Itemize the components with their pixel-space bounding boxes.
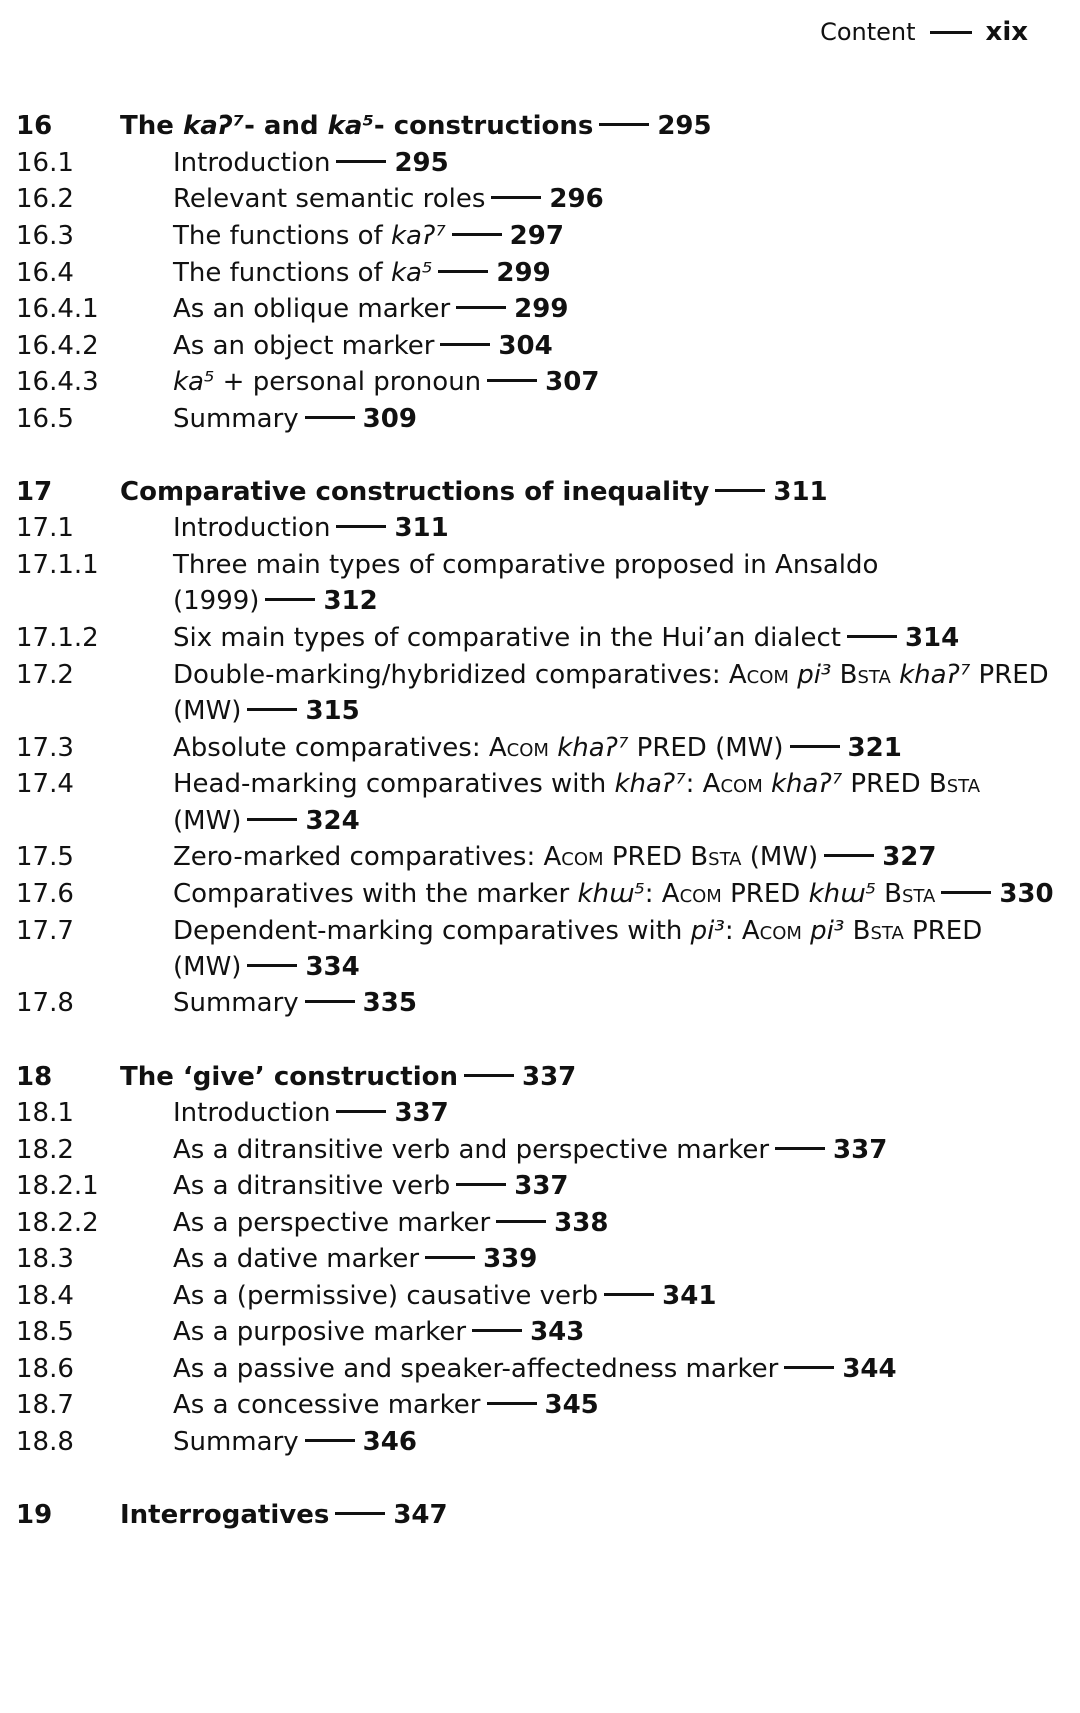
toc-title-italic-segment: khaʔ⁷	[557, 733, 629, 763]
toc-title-segment: STA	[857, 667, 891, 688]
toc-title-italic-segment: ⁵	[362, 111, 374, 141]
toc-entry-number: 17	[16, 477, 53, 507]
toc-title-segment: The functions of	[173, 221, 391, 251]
toc-title-segment: COM	[759, 923, 802, 944]
toc-entry-page: 312	[323, 586, 378, 616]
toc-entry-number: 18.2.2	[16, 1208, 99, 1238]
toc-entry-number: 17.4	[16, 769, 74, 799]
toc-title-segment: COM	[720, 776, 763, 797]
toc-entry-page: 309	[362, 404, 417, 434]
toc-entry-page: 341	[662, 1281, 717, 1311]
toc-entry-page: 311	[773, 477, 828, 507]
toc-entry-number: 17.5	[16, 842, 74, 872]
toc-title-segment	[891, 660, 899, 690]
toc-title-segment: B	[831, 660, 858, 690]
header-dash	[930, 31, 972, 34]
running-header-page-number: xix	[985, 17, 1028, 47]
toc-entry-page: 337	[522, 1062, 577, 1092]
toc-title-segment: STA	[870, 923, 904, 944]
toc-entry-page: 327	[882, 842, 937, 872]
toc-entry-page: 334	[305, 952, 360, 982]
toc-entry-page: 307	[545, 367, 600, 397]
toc-entry-page: 299	[496, 258, 551, 288]
toc-title-italic-segment: ka	[182, 111, 218, 141]
toc-title-segment: : A	[685, 769, 721, 799]
toc-entry-title	[173, 399, 417, 439]
toc-title-segment: Absolute comparatives: A	[173, 733, 507, 763]
toc-title-italic-segment: khɯ⁵	[808, 879, 876, 909]
toc-entry-page: 339	[483, 1244, 538, 1274]
toc-entry-number: 17.3	[16, 733, 74, 763]
toc-title-italic-segment: ʔ⁷	[217, 111, 245, 141]
toc-entry-page: 304	[498, 331, 553, 361]
toc-title-segment: Dependent-marking comparatives with	[173, 916, 691, 946]
toc-entry-number: 18	[16, 1062, 53, 1092]
toc-entry-number: 17.1.1	[16, 550, 99, 580]
toc-entry-title	[173, 143, 449, 183]
toc-entry-number: 16.4	[16, 258, 74, 288]
toc-entry-title	[173, 1130, 887, 1170]
toc-title-segment: (MW)	[173, 952, 242, 982]
toc-entry-number: 16.4.2	[16, 331, 99, 361]
toc-entry-title	[173, 1385, 599, 1425]
toc-entry-page: 337	[514, 1171, 569, 1201]
leader-dash	[491, 196, 541, 199]
toc-title-segment: : A	[644, 879, 680, 909]
toc-title-segment: As a ditransitive verb	[173, 1171, 451, 1201]
toc-entry-number: 18.6	[16, 1354, 74, 1384]
leader-dash	[604, 1293, 654, 1296]
leader-dash	[440, 343, 490, 346]
toc-entry-page: 343	[530, 1317, 585, 1347]
toc-title-italic-segment: ka	[327, 111, 363, 141]
toc-entry-title	[173, 216, 564, 256]
toc-entry-page: 337	[394, 1098, 449, 1128]
leader-dash	[847, 635, 897, 638]
toc-entry-page: 295	[394, 148, 449, 178]
toc-entry-page: 344	[842, 1354, 897, 1384]
toc-entry-number: 16.1	[16, 148, 74, 178]
toc-title-segment: : A	[724, 916, 760, 946]
running-header-title: Content	[820, 18, 916, 46]
toc-title-segment: Relevant semantic roles	[173, 184, 486, 214]
toc-entry-number: 17.2	[16, 660, 74, 690]
toc-entry-title	[173, 326, 553, 366]
toc-title-segment: PRED	[970, 660, 1049, 690]
toc-title-italic-segment: kaʔ⁷	[390, 221, 446, 251]
leader-dash	[305, 1000, 355, 1003]
toc-title-segment: Comparative constructions of inequality	[120, 477, 710, 507]
toc-title-segment: STA	[901, 886, 936, 907]
toc-entry-page: 338	[554, 1208, 609, 1238]
leader-dash	[775, 1147, 825, 1150]
toc-entry-number: 16.2	[16, 184, 74, 214]
toc-entry-number: 16	[16, 111, 53, 141]
toc-title-segment: - constructions	[373, 111, 594, 141]
leader-dash	[487, 1402, 537, 1405]
toc-entry-number: 18.7	[16, 1390, 74, 1420]
toc-entry-page: 324	[305, 806, 360, 836]
toc-title-segment: Six main types of comparative in the Hui’an dialect	[173, 623, 841, 653]
toc-title-segment: As a perspective marker	[173, 1208, 491, 1238]
leader-dash	[790, 745, 840, 748]
toc-title-segment: STA	[946, 776, 981, 797]
toc-title-italic-segment: khaʔ⁷	[614, 769, 686, 799]
leader-dash	[784, 1366, 834, 1369]
toc-title-segment	[802, 916, 810, 946]
leader-dash	[335, 1512, 385, 1515]
toc-entry-page: 296	[549, 184, 604, 214]
toc-title-segment: The	[120, 111, 183, 141]
leader-dash	[464, 1074, 514, 1077]
toc-entry-number: 18.8	[16, 1427, 74, 1457]
leader-dash	[265, 598, 315, 601]
toc-title-segment: As an oblique marker	[173, 294, 451, 324]
toc-title-segment: (MW)	[173, 806, 242, 836]
toc-entry-number: 17.6	[16, 879, 74, 909]
toc-entry-title	[173, 801, 360, 841]
toc-title-segment: PRED	[721, 879, 809, 909]
toc-entry-number: 18.2	[16, 1135, 74, 1165]
toc-entry-page: 295	[657, 111, 712, 141]
toc-entry-title	[173, 691, 360, 731]
toc-entry-page: 337	[833, 1135, 888, 1165]
toc-title-segment: Three main types of comparative proposed in Ansaldo	[173, 550, 879, 580]
toc-title-segment: As a concessive marker	[173, 1390, 481, 1420]
toc-title-italic-segment: khaʔ⁷	[899, 660, 971, 690]
toc-title-italic-segment: pi³	[797, 660, 832, 690]
leader-dash	[336, 160, 386, 163]
toc-title-segment: As a dative marker	[173, 1244, 420, 1274]
toc-title-segment	[789, 660, 797, 690]
toc-title-segment	[549, 733, 557, 763]
leader-dash	[487, 379, 537, 382]
toc-entry-number: 18.2.1	[16, 1171, 99, 1201]
leader-dash	[247, 964, 297, 967]
toc-entry-number: 16.5	[16, 404, 74, 434]
leader-dash	[715, 489, 765, 492]
toc-title-segment: Introduction	[173, 148, 331, 178]
running-header	[820, 14, 1028, 50]
toc-entry-title	[173, 1166, 569, 1206]
toc-entry-page: 321	[847, 733, 902, 763]
leader-dash	[496, 1220, 546, 1223]
toc-entry-title	[173, 253, 551, 293]
toc-title-segment: STA	[708, 849, 742, 870]
toc-title-segment: (1999)	[173, 586, 260, 616]
toc-title-italic-segment: pi³	[810, 916, 845, 946]
toc-title-segment: PRED	[903, 916, 983, 946]
leader-dash	[247, 708, 297, 711]
toc-entry-title	[173, 1276, 716, 1316]
leader-dash	[305, 1439, 355, 1442]
toc-entry-number: 18.1	[16, 1098, 74, 1128]
toc-entry-title	[173, 508, 449, 548]
toc-title-segment: PRED (MW)	[628, 733, 784, 763]
toc-title-segment: Interrogatives	[120, 1500, 330, 1530]
leader-dash	[599, 123, 649, 126]
toc-entry-number: 18.4	[16, 1281, 74, 1311]
toc-title-segment: Summary	[173, 988, 299, 1018]
toc-title-segment: Double-marking/hybridized comparatives: A	[173, 660, 747, 690]
toc-title-segment: PRED B	[842, 769, 947, 799]
toc-entry-title	[173, 1093, 449, 1133]
toc-title-segment: COM	[561, 849, 604, 870]
toc-entry-page: 297	[509, 221, 564, 251]
toc-entry-title	[173, 1239, 537, 1279]
toc-title-segment: (MW)	[741, 842, 819, 872]
leader-dash	[941, 891, 991, 894]
toc-entry-page: 311	[394, 513, 449, 543]
toc-title-segment: + personal pronoun	[214, 367, 482, 397]
leader-dash	[336, 1110, 386, 1113]
toc-title-segment: As an object marker	[173, 331, 435, 361]
toc-entry-title	[120, 1057, 576, 1097]
toc-title-segment: As a (permissive) causative verb	[173, 1281, 599, 1311]
toc-entry-title	[173, 1349, 897, 1389]
toc-title-segment: COM	[746, 667, 789, 688]
toc-entry-title	[173, 545, 878, 585]
toc-entry-page: 347	[393, 1500, 448, 1530]
toc-title-segment: B	[844, 916, 871, 946]
leader-dash	[305, 416, 355, 419]
toc-entry-number: 17.8	[16, 988, 74, 1018]
toc-entry-page: 299	[514, 294, 569, 324]
toc-title-segment: - and	[244, 111, 328, 141]
toc-entry-number: 19	[16, 1500, 53, 1530]
toc-title-italic-segment: pi³	[690, 916, 725, 946]
toc-title-segment	[763, 769, 771, 799]
leader-dash	[456, 306, 506, 309]
toc-title-segment: PRED B	[603, 842, 709, 872]
toc-title-italic-segment: khaʔ⁷	[771, 769, 843, 799]
toc-title-segment: Head-marking comparatives with	[173, 769, 615, 799]
toc-entry-number: 18.5	[16, 1317, 74, 1347]
leader-dash	[824, 854, 874, 857]
toc-entry-title	[173, 581, 378, 621]
toc-title-segment: COM	[506, 740, 549, 761]
toc-entry-title	[173, 1312, 584, 1352]
toc-title-segment: Summary	[173, 1427, 299, 1457]
toc-title-italic-segment: khɯ⁵	[577, 879, 645, 909]
toc-entry-title	[173, 289, 568, 329]
toc-entry-title	[173, 947, 360, 987]
toc-entry-page: 314	[904, 623, 960, 653]
toc-title-segment: As a ditransitive verb and perspective marker	[173, 1135, 770, 1165]
toc-entry-number: 18.3	[16, 1244, 74, 1274]
leader-dash	[425, 1256, 475, 1259]
leader-dash	[336, 525, 386, 528]
toc-entry-title	[173, 1422, 417, 1462]
leader-dash	[456, 1183, 506, 1186]
toc-entry-page: 335	[362, 988, 417, 1018]
toc-title-segment: Introduction	[173, 1098, 331, 1128]
toc-entry-number: 16.3	[16, 221, 74, 251]
toc-title-segment: Introduction	[173, 513, 331, 543]
toc-title-italic-segment: ka⁵	[390, 258, 433, 288]
toc-entry-title	[173, 983, 417, 1023]
toc-entry-title	[173, 179, 604, 219]
toc-title-segment: The ‘give’ construction	[120, 1062, 458, 1092]
toc-entry-title	[173, 362, 599, 402]
toc-entry-page: 345	[544, 1390, 599, 1420]
toc-entry-title	[173, 618, 959, 658]
toc-title-italic-segment: ka⁵	[173, 367, 215, 397]
toc-title-segment: As a purposive marker	[173, 1317, 467, 1347]
toc-entry-title	[173, 1203, 608, 1243]
toc-title-segment: (MW)	[173, 696, 242, 726]
toc-entry-number: 17.1	[16, 513, 74, 543]
toc-entry-number: 17.7	[16, 916, 74, 946]
leader-dash	[438, 270, 488, 273]
toc-entry-number: 16.4.3	[16, 367, 99, 397]
leader-dash	[247, 818, 297, 821]
leader-dash	[452, 233, 502, 236]
toc-entry-number: 17.1.2	[16, 623, 99, 653]
toc-entry-title	[120, 472, 828, 512]
toc-entry-number: 16.4.1	[16, 294, 99, 324]
toc-entry-page: 346	[362, 1427, 417, 1457]
toc-entry-title	[120, 1495, 448, 1535]
leader-dash	[472, 1329, 522, 1332]
toc-entry-page: 315	[305, 696, 360, 726]
toc-title-segment: B	[875, 879, 902, 909]
toc-title-segment: As a passive and speaker-affectedness marker	[173, 1354, 779, 1384]
toc-title-segment: Summary	[173, 404, 299, 434]
toc-title-segment: Zero-marked comparatives: A	[173, 842, 562, 872]
toc-entry-page: 330	[999, 879, 1054, 909]
toc-entry-title	[120, 106, 712, 146]
toc-title-segment: The functions of	[173, 258, 391, 288]
toc-title-segment: COM	[679, 886, 722, 907]
toc-title-segment: Comparatives with the marker	[173, 879, 578, 909]
